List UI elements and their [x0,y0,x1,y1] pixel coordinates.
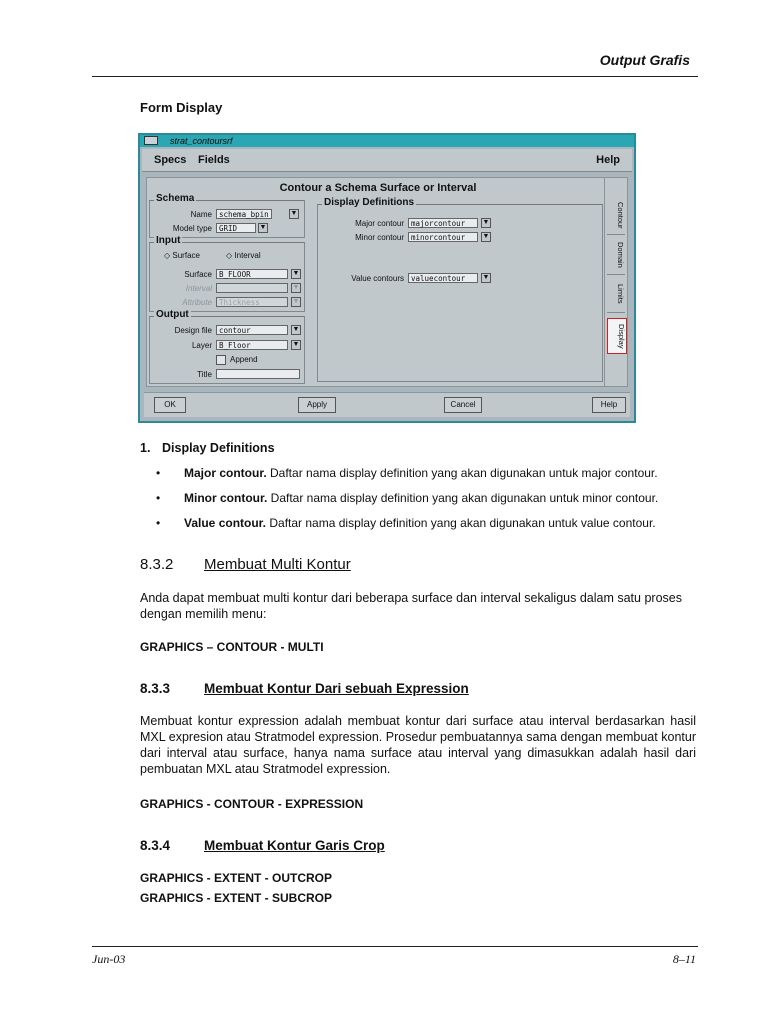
definitions-heading [140,441,275,455]
minor-contour-field[interactable]: minorcontour [408,232,478,242]
page-header-title: Output Grafis [599,52,690,68]
dialog-heading: Contour a Schema Surface or Interval [279,182,477,194]
layer-field[interactable]: B_Floor [216,340,288,350]
schema-group-title: Schema [156,193,195,204]
list-item [156,491,659,505]
attribute-label: Attribute [182,298,212,307]
dialog-title-bar [140,135,634,147]
attribute-field: Thickness [216,297,288,307]
definitions-heading-num: 1. [140,441,151,455]
interval-label: Interval [185,284,212,293]
title-field[interactable] [216,369,300,379]
radio-surface[interactable] [164,251,200,260]
list-item [156,466,658,480]
footer-page-number: 8–11 [672,952,696,966]
menu-fields[interactable]: Fields [198,154,230,166]
input-group [149,235,305,312]
help-button[interactable]: Help [592,397,626,413]
major-contour-dropdown-icon[interactable]: ▼ [482,219,490,226]
cancel-button[interactable]: Cancel [444,397,482,413]
design-file-dropdown-icon[interactable]: ▼ [292,326,300,333]
bullet-term: Value contour. [184,516,267,530]
section-832-title: Membuat Multi Kontur [204,556,351,573]
section-834-heading [140,838,385,853]
design-file-field[interactable]: contour [216,325,288,335]
input-group-title: Input [156,235,181,246]
layer-label: Layer [191,341,212,350]
dialog-screenshot [138,133,636,423]
bullet-text: Daftar nama display definition yang akan digunakan untuk value contour. [266,516,656,530]
surface-dropdown-icon[interactable]: ▼ [292,270,300,277]
dialog-tab-strip [604,177,628,387]
apply-button[interactable]: Apply [298,397,336,413]
bullet-text: Daftar nama display definition yang akan digunakan untuk minor contour. [267,491,659,505]
append-label: Append [230,355,258,364]
ok-button[interactable]: OK [154,397,186,413]
display-definitions-title: Display Definitions [324,197,415,208]
bullet-icon: • [156,516,161,530]
major-contour-label: Major contour [355,219,404,228]
model-type-dropdown-icon[interactable]: ▼ [259,224,267,231]
section-833-heading [140,681,469,696]
title-label: Title [197,370,212,379]
surface-field[interactable]: B_FLOOR [216,269,288,279]
major-contour-field[interactable]: majorcontour [408,218,478,228]
output-group-title: Output [156,309,189,320]
form-display-label: Form Display [140,100,223,115]
model-type-label: Model type [172,224,212,233]
append-checkbox[interactable] [216,355,226,365]
section-834-title: Membuat Kontur Garis Crop [204,838,385,853]
tab-contour[interactable]: Contour [607,196,625,235]
section-832-num: 8.3.2 [140,556,174,573]
section-833-menu-path: GRAPHICS - CONTOUR - EXPRESSION [140,797,364,811]
schema-name-label: Name [190,210,212,219]
radio-interval-label: Interval [234,251,261,260]
minor-contour-label: Minor contour [355,233,404,242]
section-834-num: 8.3.4 [140,838,171,853]
section-832-menu-path: GRAPHICS – CONTOUR - MULTI [140,640,324,654]
interval-dropdown-icon: ▼ [292,284,300,291]
value-contours-dropdown-icon[interactable]: ▼ [482,274,490,281]
dialog-button-row [144,392,630,417]
radio-interval-icon: ◇ [226,251,233,260]
attribute-dropdown-icon: ▼ [292,298,300,305]
bullet-term: Major contour. [184,466,267,480]
footer-date: Jun-03 [92,952,126,966]
menu-specs[interactable]: Specs [154,154,187,166]
bullet-icon: • [156,466,161,480]
list-item [156,516,656,530]
definitions-heading-text: Display Definitions [162,441,275,455]
section-833-title: Membuat Kontur Dari sebuah Expression [204,681,469,696]
section-834-menu-path-2: GRAPHICS - EXTENT - SUBCROP [140,891,333,905]
tab-domain[interactable]: Domain [607,236,625,275]
dialog-form-area [146,177,610,387]
layer-dropdown-icon[interactable]: ▼ [292,341,300,348]
section-833-num: 8.3.3 [140,681,171,696]
header-rule [92,76,698,77]
design-file-label: Design file [174,326,212,335]
radio-interval[interactable] [226,251,261,260]
tab-limits[interactable]: Limits [607,276,625,313]
output-group [149,309,305,384]
section-832-heading [140,556,351,573]
window-menu-icon[interactable] [144,136,158,145]
schema-name-dropdown-icon[interactable]: ▼ [290,210,298,217]
model-type-field[interactable]: GRID [216,223,256,233]
value-contours-label: Value contours [351,274,404,283]
section-832-paragraph: Anda dapat membuat multi kontur dari beberapa surface dan interval sekaligus dalam satu proses dengan memilih menu: [140,591,682,621]
interval-field [216,283,288,293]
schema-group [149,193,305,238]
section-833-paragraph: Membuat kontur expression adalah membuat kontur dari surface atau interval berdasarkan hasil MXL expresion atau Stratmodel expression. Prosedur pembuatannya sama dengan membuat kontur dari interval atau surface, hanya nama surface atau interval yang dimasukkan adalah hasil dari pembuatan MXL atau Stratmodel expression. [140,714,696,776]
radio-surface-label: Surface [172,251,200,260]
footer-rule [92,946,698,947]
menu-help[interactable]: Help [596,154,620,166]
dialog-window-title: strat_contoursrf [170,136,233,146]
dialog-menubar [142,149,632,172]
bullet-term: Minor contour. [184,491,268,505]
surface-label: Surface [184,270,212,279]
display-definitions-group [317,197,603,382]
radio-surface-icon: ◇ [164,251,171,260]
value-contours-field[interactable]: valuecontour [408,273,478,283]
bullet-text: Daftar nama display definition yang akan digunakan untuk major contour. [266,466,658,480]
bullet-icon: • [156,491,161,505]
schema-name-field[interactable]: schema_bpin [216,209,272,219]
section-834-menu-path-1: GRAPHICS - EXTENT - OUTCROP [140,871,333,885]
tab-display[interactable]: Display [607,318,627,354]
minor-contour-dropdown-icon[interactable]: ▼ [482,233,490,240]
